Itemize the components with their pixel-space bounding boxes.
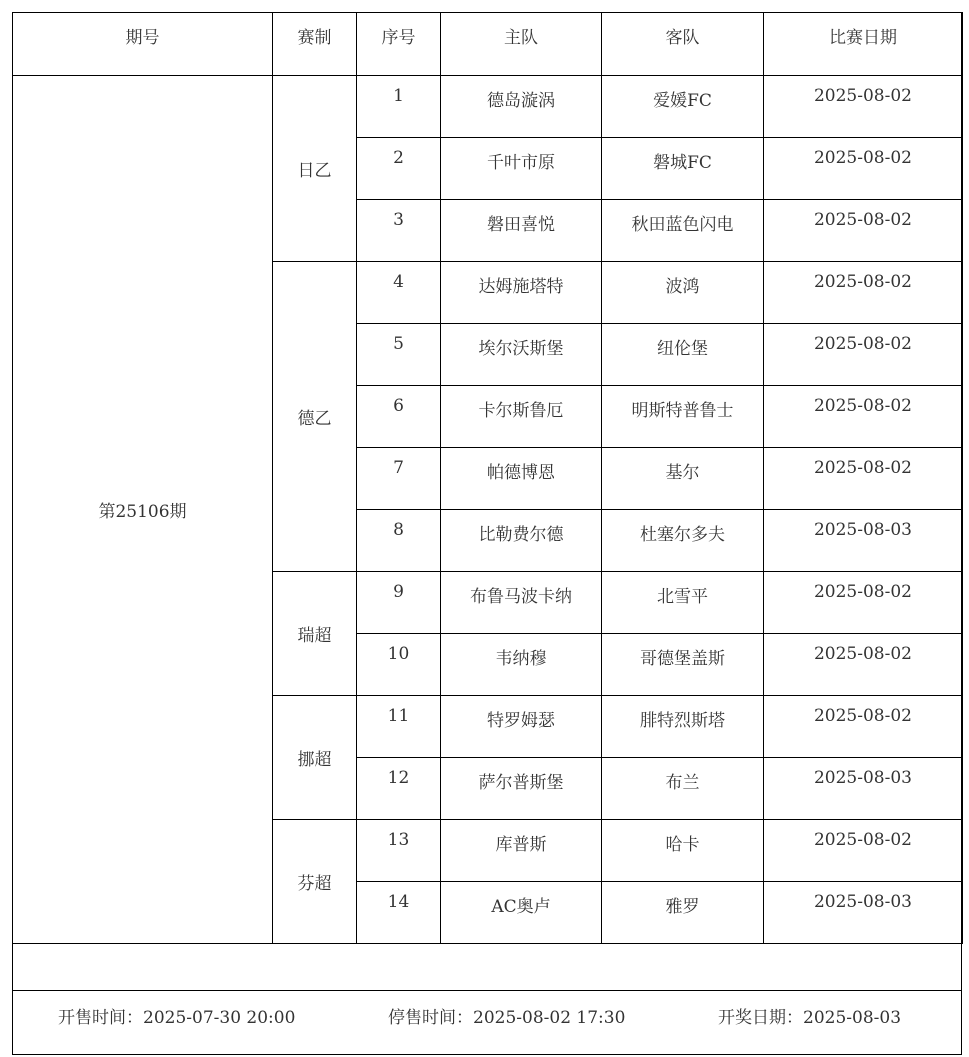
league-cell-fi: 芬超 [273,820,357,944]
match-date: 2025-08-02 [764,200,963,262]
match-date: 2025-08-02 [764,572,963,634]
away-team: 布兰 [602,758,764,820]
league-cell-se: 瑞超 [273,572,357,696]
away-team: 北雪平 [602,572,764,634]
home-team: 布鲁马波卡纳 [441,572,602,634]
match-date: 2025-08-02 [764,448,963,510]
home-team: 卡尔斯鲁厄 [441,386,602,448]
away-team: 哈卡 [602,820,764,882]
league-cell-no: 挪超 [273,696,357,820]
away-team: 腓特烈斯塔 [602,696,764,758]
match-number: 5 [357,324,441,386]
match-number: 10 [357,634,441,696]
home-team: 德岛漩涡 [441,76,602,138]
match-date: 2025-08-03 [764,758,963,820]
header-match-date: 比赛日期 [764,13,963,76]
table-row [13,76,963,138]
away-team: 杜塞尔多夫 [602,510,764,572]
header-league: 赛制 [273,13,357,76]
away-team: 哥德堡盖斯 [602,634,764,696]
away-team: 基尔 [602,448,764,510]
home-team: 萨尔普斯堡 [441,758,602,820]
league-cell-j2: 日乙 [273,76,357,262]
sale-start-time: 开售时间：2025-07-30 20:00 [58,1008,296,1028]
match-date: 2025-08-03 [764,882,963,944]
away-team: 明斯特普鲁士 [602,386,764,448]
match-number: 4 [357,262,441,324]
away-team: 雅罗 [602,882,764,944]
match-number: 3 [357,200,441,262]
away-team: 爱媛FC [602,76,764,138]
match-date: 2025-08-02 [764,138,963,200]
match-date: 2025-08-02 [764,696,963,758]
match-number: 12 [357,758,441,820]
match-number: 13 [357,820,441,882]
sale-end-time: 停售时间：2025-08-02 17:30 [388,1008,626,1028]
home-team: 库普斯 [441,820,602,882]
match-number: 9 [357,572,441,634]
home-team: 韦纳穆 [441,634,602,696]
home-team: 特罗姆瑟 [441,696,602,758]
header-number: 序号 [357,13,441,76]
match-number: 8 [357,510,441,572]
header-period: 期号 [13,13,273,76]
match-number: 2 [357,138,441,200]
home-team: 帕德博恩 [441,448,602,510]
away-team: 波鸿 [602,262,764,324]
home-team: 磐田喜悦 [441,200,602,262]
away-team: 纽伦堡 [602,324,764,386]
match-date: 2025-08-03 [764,510,963,572]
header-row [13,13,963,76]
draw-date: 开奖日期：2025-08-03 [718,1008,902,1028]
match-date: 2025-08-02 [764,820,963,882]
home-team: 比勒费尔德 [441,510,602,572]
match-schedule-table [12,12,963,944]
away-team: 磐城FC [602,138,764,200]
home-team: 埃尔沃斯堡 [441,324,602,386]
match-date: 2025-08-02 [764,386,963,448]
match-number: 6 [357,386,441,448]
match-date: 2025-08-02 [764,634,963,696]
home-team: AC奥卢 [441,882,602,944]
sale-info-footer [12,991,962,1055]
match-number: 1 [357,76,441,138]
header-home-team: 主队 [441,13,602,76]
match-number: 7 [357,448,441,510]
match-date: 2025-08-02 [764,324,963,386]
match-date: 2025-08-02 [764,262,963,324]
home-team: 达姆施塔特 [441,262,602,324]
period-cell: 第25106期 [13,76,273,944]
away-team: 秋田蓝色闪电 [602,200,764,262]
match-number: 14 [357,882,441,944]
header-away-team: 客队 [602,13,764,76]
league-cell-bl2: 德乙 [273,262,357,572]
blank-spacer-row [12,947,962,991]
match-number: 11 [357,696,441,758]
home-team: 千叶市原 [441,138,602,200]
match-date: 2025-08-02 [764,76,963,138]
